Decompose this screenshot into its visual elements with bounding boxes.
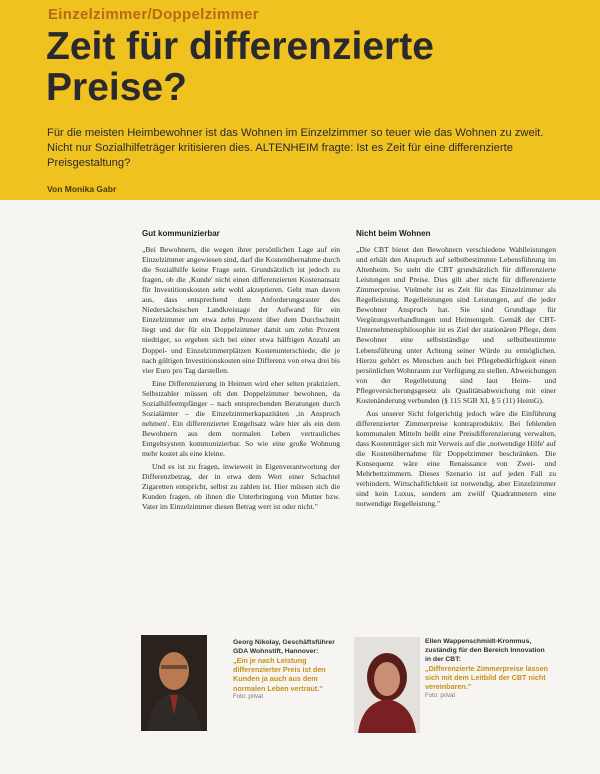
quote2-text: „Differenzierte Zimmerpreise lassen sich mit dem Leitbild der CBT nicht vereinbaren." [425,664,549,692]
left-paragraph-2: Eine Differenzierung in Heimen wird eher selten praktiziert. Selbstzahler müssen oft den Doppelzimmer bewohnen, da Sozialhilfeempfänger – nach entsprechenden Beratungen durch Sozialämter – die Einzelzimmerkapazitäten ‚in Anspruch nehmen'. Ein differenzierter Entgeltsatz wäre hier als ein dem Bewohnern aus dem normalen Leben vertrauliches Entgeltsystem kommunizierbar. So wie eine große Wohnung mehr kostet als eine kleine. [142,378,340,458]
quote1-text: „Ein je nach Leistung differenzierter Preis ist den Kunden ja auch aus dem normalen Leben vertraut." [233,656,326,693]
left-column [142,229,340,515]
portrait-man-photo [141,635,207,731]
left-column-heading: Gut kommunizierbar [142,229,220,238]
quote2-photo-credit: Foto: privat [425,692,456,699]
page-title: Zeit für differenzierte Preise? [46,25,434,109]
left-paragraph-3: Und es ist zu fragen, inwieweit in Eigenverantwortung der Differenzbetrag, der in etwa dem Wert einer Schachtel Zigaretten entspricht, selbst zu zahlen ist. Hier müssen sich die Kunden fragen, ob ihnen die Unterbringung von Mutter bzw. Vater im Einzelzimmer diesen Betrag wert ist oder nicht." [142,462,340,512]
quote-georg-nikolay [233,638,343,702]
kicker: Einzelzimmer/Doppelzimmer [48,6,259,23]
right-column-heading: Nicht beim Wohnen [356,229,431,238]
left-paragraph-1: „Bei Bewohnern, die wegen ihrer persönlichen Lage auf ein Einzelzimmer angewiesen sind, darf die Kostenübernahme durch die Sozialhilfe keine Frage sein. Grundsätzlich ist jedoch zu fragen, ob die ‚Kunde' nicht einen differenzierten Kostenansatz für Investitionskosten sehr wohl akzeptieren. Geht man davon aus, dass entsprechend dem Anforderungsraster des Niedersächsischen Landkreistage der Aufwand für ein Einzelzimmer um etwa zehn Prozent über dem Durchschnitt liegt und der für ein Doppelzimmer damit um zehn Prozent niedriger, so ergeben sich bei einer etwa hälftigen Anzahl an Doppel- und Einzelzimmerplätzen Kostenunterschiede, die je nach gültigen Investitionskosten eine Differenz von etwa drei bis vier Euro pro Tag darstellen. [142,245,340,375]
quote1-name: Georg Nikolay, Geschäftsführer GDA Wohnstift, Hannover: [233,639,335,655]
portrait-woman-photo [354,637,420,733]
quote-ellen-wappenschmidt [425,637,550,701]
quote2-name: Ellen Wappenschmidt-Krommus, zuständig für den Bereich Innovation in der CBT: [425,638,545,663]
lead-text: Für die meisten Heimbewohner ist das Wohnen im Einzelzimmer so teuer wie das Wohnen zu zweit. Nicht nur Sozialhilfeträger kritisieren dies. ALTENHEIM fragte: Ist es Zeit für eine differenzierte Preisgestaltung? [47,127,544,169]
quote1-photo-credit: Foto: privat [233,693,264,700]
byline: Von Monika Gabr [47,184,117,194]
right-paragraph-1: „Die CBT bietet den Bewohnern verschiedene Wahlleistungen und erhält den Anspruch auf selbstbestimmte Lebensführung im Altenheim. So steht die CBT grundsätzlich für differenzierte Leistungen und Preise. Dies gilt aber nicht für differenzierte Zimmerpreise. Vielmehr ist es Zeit für das Einzelzimmer als Regelleistung. Regelleistungen sind Leistungen, auf die jeder Bewohner Anspruch hat. Sie sind Grundlage für Vergütungsverhandlungen und Heimentgelt. Gemäß der CBT-Unternehmensphilosophie ist es Ziel der stationären Pflege, dem Bewohner eine selbstständige und selbstbestimmte Lebensführung unter Achtung seiner Würde zu ermöglichen. Hierzu gehört es Menschen auch bei Pflegebedürftigkeit einen persönlichen Wohnraum zur Verfügung zu stellen. Abweichungen von der Regelleistung sind laut Heim- und Pflegeversicherungsgesetz als Qualitätsabweichung mit einer Kostenänderung verbunden (§ 115 SGB XI, § 5 (11) HeimG). [356,245,556,405]
right-column [356,229,556,512]
right-paragraph-2: Aus unserer Sicht folgerichtig jedoch wäre die Einführung differenzierter Zimmerpreise kontraproduktiv. Bei fehlenden kommunalen Mitteln heißt eine Preisdifferenzierung verwalten, dass Kostenträger sich mit Verweis auf die ‚notwendige Hilfe' auf die Kostenübernahme für Doppelzimmer beschränken. Die Konsequenz wäre eine Renaissance von Zwei- und Mehrbettzimmern. Dieses Szenario ist auf jeden Fall zu verhindern. Wirtschaftlichkeit ist notwendig, aber Einzelzimmer sind kein Luxus, sondern am zwölf Quadratmetern eine notwendige Regelleistung." [356,408,556,509]
